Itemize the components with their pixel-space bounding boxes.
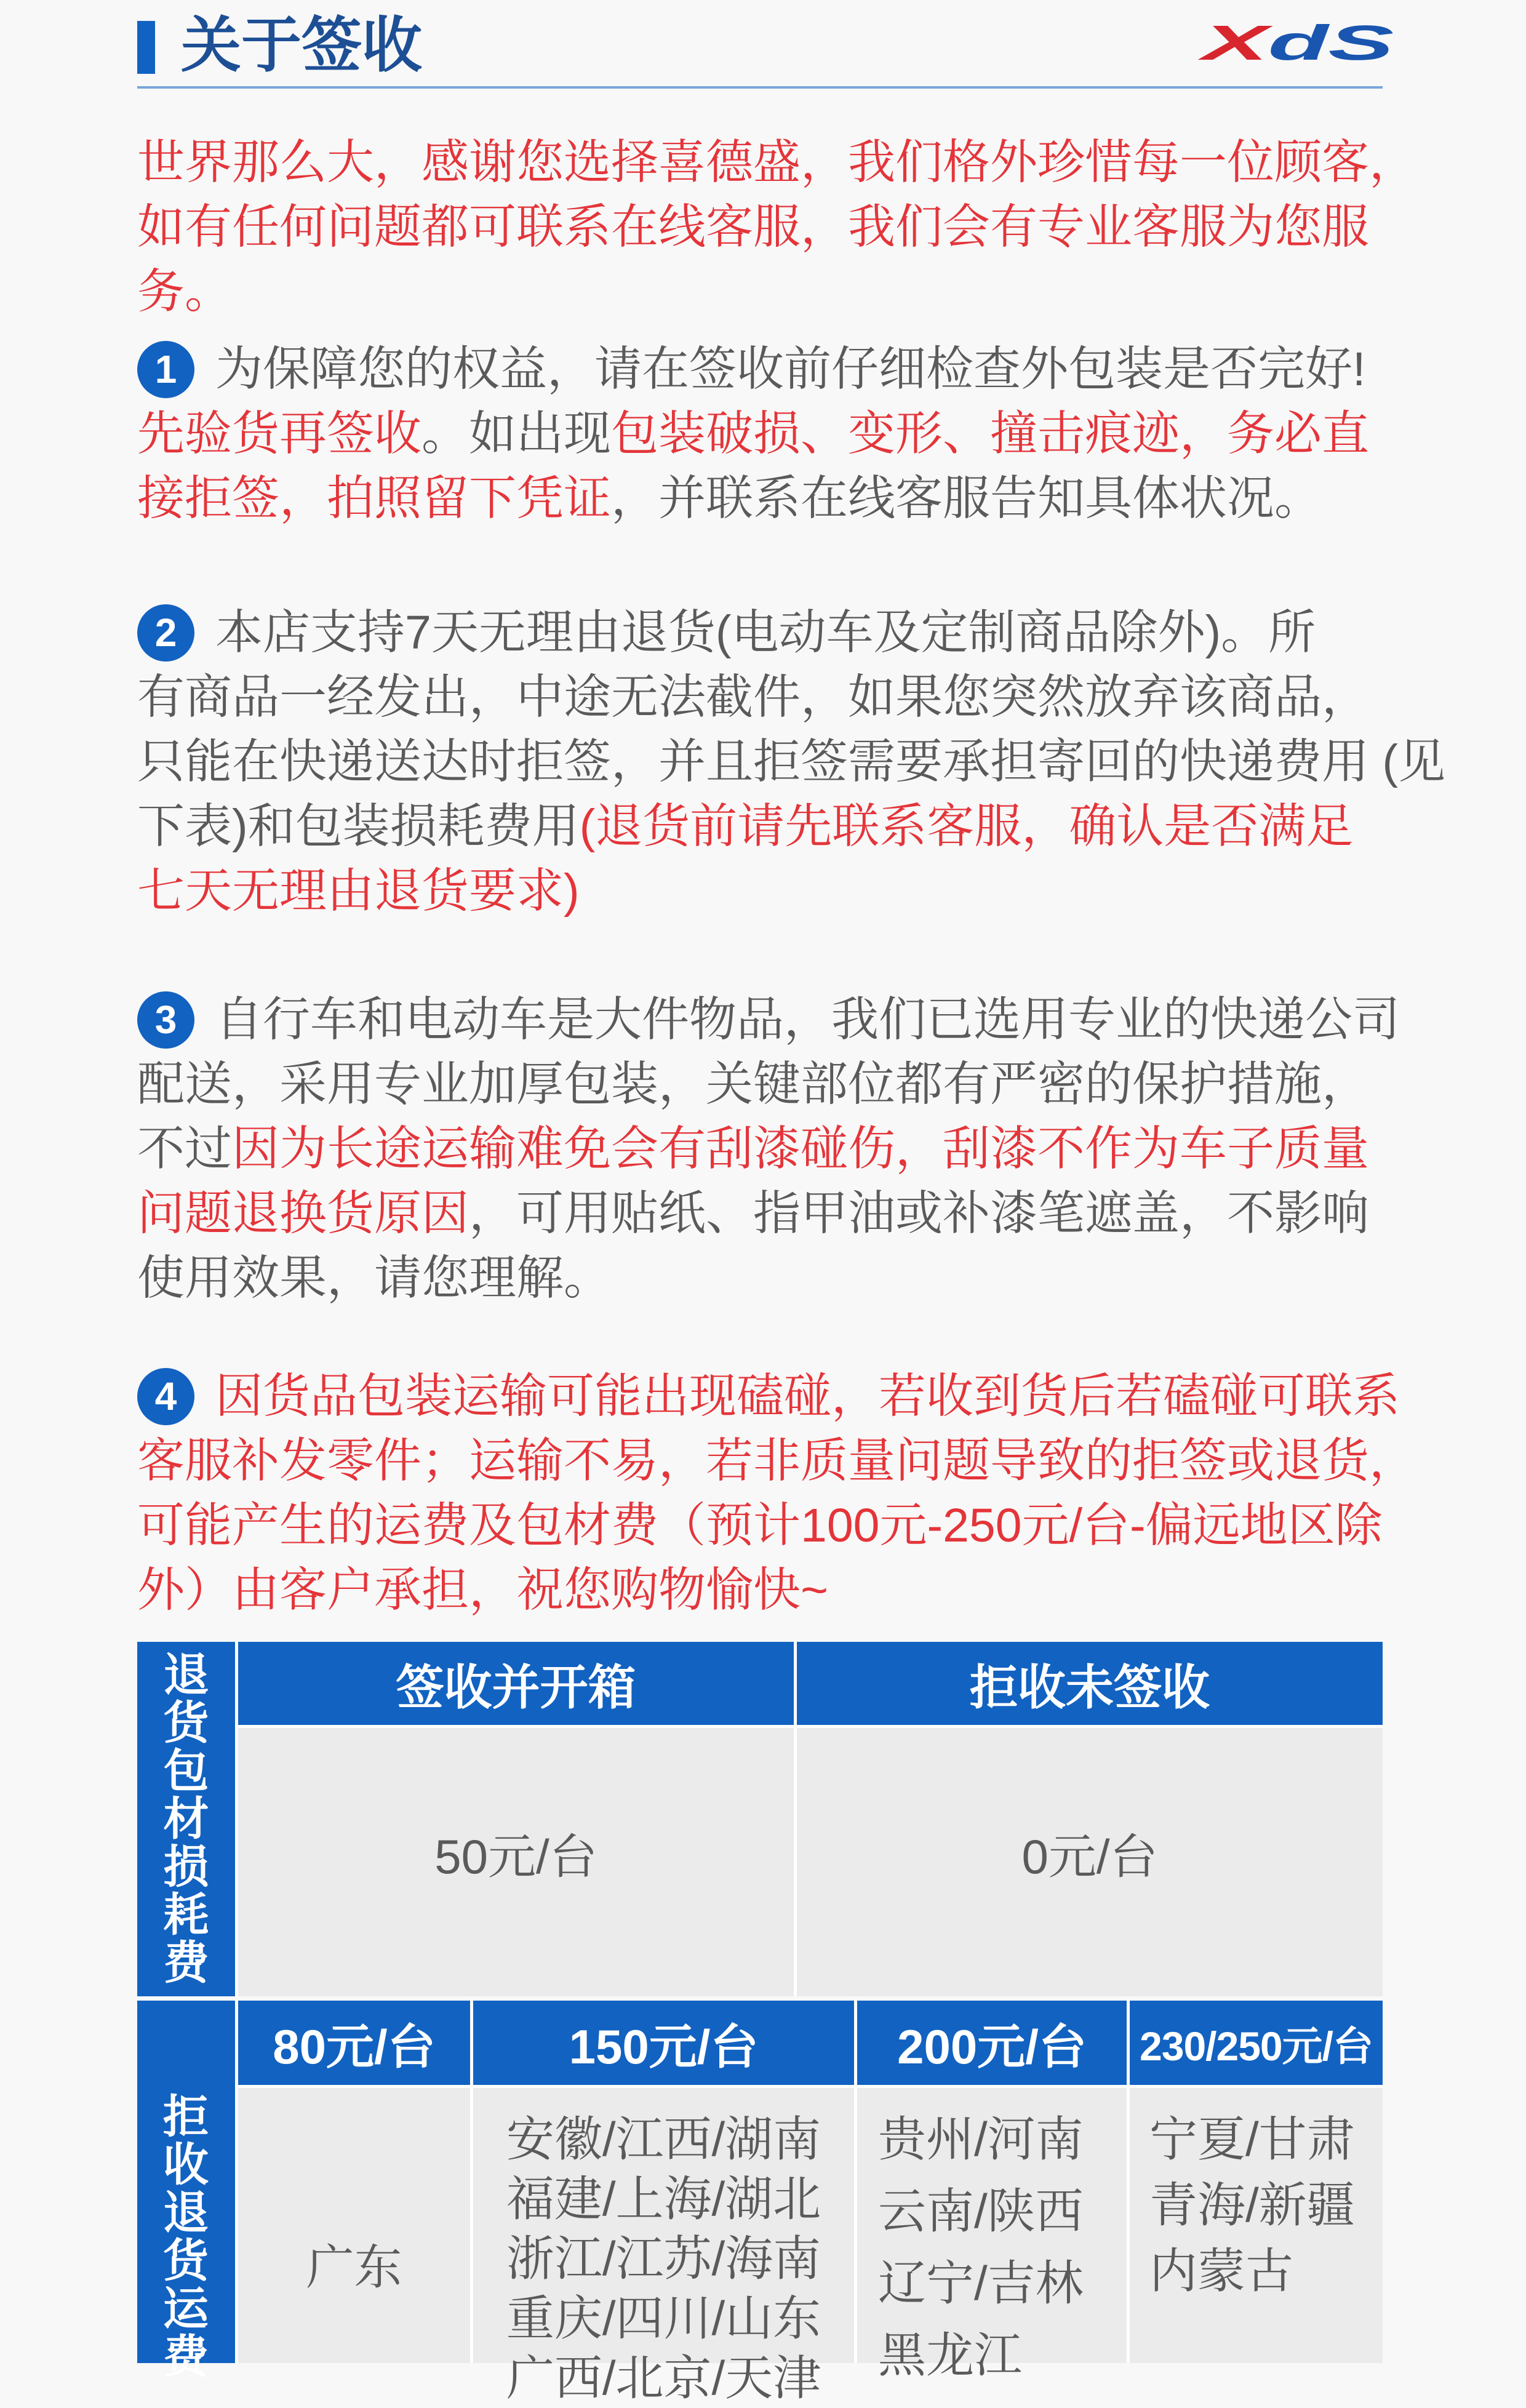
region-cell — [473, 2088, 854, 2405]
intro-text: 如有任何问题都可联系在线客服，我们会有专业客服为您服 — [137, 201, 1369, 254]
notice-text: 可能产生的运费及包材费（预计100元-250元/台-偏远地区除 — [137, 1499, 1383, 1552]
region-list-item: 云南/陕西 — [878, 2184, 1084, 2238]
region-list-item: 贵州/河南 — [878, 2112, 1084, 2166]
notice-line — [137, 1429, 1479, 1494]
region-list-item: 宁夏/甘肃 — [1149, 2112, 1355, 2166]
return-shipping-row-label-cell — [137, 2001, 235, 2382]
return-shipping-table — [137, 2001, 1383, 2405]
notice-item-4 — [137, 1364, 1479, 1623]
notice-text: 先验货再签收 — [137, 407, 421, 460]
region-list-item: 辽宁/吉林 — [878, 2256, 1084, 2310]
notice-item-2 — [137, 601, 1479, 924]
step-number-badge: 2 — [137, 604, 194, 662]
region-list-item: 广西/北京/天津 — [506, 2351, 821, 2405]
region-cell — [238, 2088, 470, 2363]
notice-line — [137, 794, 1479, 859]
return-shipping-row-label: 拒收退货运费 — [163, 2091, 209, 2382]
packaging-fee-table — [137, 1642, 1383, 1996]
intro-line — [137, 260, 1479, 324]
notice-line — [137, 402, 1479, 466]
notice-text: 。如出现 — [421, 407, 611, 460]
notice-line — [137, 1558, 1479, 1623]
intro-line — [137, 130, 1479, 195]
notice-line — [137, 1182, 1479, 1246]
fee-value-signed-opened: 50元/台 — [238, 1728, 794, 1996]
notice-text: 接拒签，拍照留下凭证 — [137, 472, 611, 525]
notice-text: 自行车和电动车是大件物品，我们已选用专业的快递公司 — [215, 993, 1400, 1046]
notice-text: 七天无理由退货要求) — [137, 865, 580, 918]
page-title: 关于签收 — [181, 11, 423, 79]
notice-line — [137, 601, 1479, 665]
step-number-badge: 3 — [137, 991, 194, 1049]
brand-logo — [1202, 15, 1394, 70]
notice-line — [137, 1364, 1479, 1429]
section-title-bar — [137, 21, 155, 74]
intro-text: 世界那么大，感谢您选择喜德盛，我们格外珍惜每一位顾客， — [137, 136, 1416, 189]
notice-text: 因为长途运输难免会有刮漆碰伤，刮漆不作为车子质量 — [232, 1122, 1369, 1175]
notice-text: 不过 — [137, 1122, 232, 1175]
column-header-price: 200元/台 — [857, 2001, 1127, 2085]
logo-mark-red: X — [1202, 15, 1268, 70]
notice-line — [137, 1052, 1479, 1117]
notice-line — [137, 988, 1479, 1052]
region-list-item: 黑龙江 — [878, 2328, 1023, 2382]
region-list-item: 青海/新疆 — [1149, 2178, 1355, 2232]
region-list-item: 浙江/江苏/海南 — [506, 2231, 821, 2286]
notice-line — [137, 466, 1479, 531]
notice-text: 客服补发零件；运输不易，若非质量问题导致的拒签或退货， — [137, 1434, 1416, 1487]
column-header-signed-opened: 签收并开箱 — [238, 1642, 794, 1725]
fee-value-refused-unsigned: 0元/台 — [797, 1728, 1383, 1996]
notice-text: 本店支持7天无理由退货(电动车及定制商品除外)。所 — [215, 606, 1316, 659]
notice-text: 为保障您的权益，请在签收前仔细检查外包装是否完好! — [215, 343, 1366, 396]
notice-text: 包装破损、变形、撞击痕迹，务必直 — [611, 407, 1369, 460]
region-list-item: 广东 — [306, 2240, 402, 2294]
notice-text: 外）由客户承担，祝您购物愉快~ — [137, 1564, 828, 1617]
notice-item-1 — [137, 337, 1479, 531]
notice-line — [137, 730, 1479, 794]
region-list-item: 重庆/四川/山东 — [506, 2291, 821, 2345]
notice-line — [137, 337, 1479, 402]
column-header-price: 80元/台 — [238, 2001, 470, 2085]
notice-line — [137, 1246, 1479, 1311]
region-list-item: 福建/上海/湖北 — [506, 2172, 821, 2226]
notice-line — [137, 859, 1479, 924]
notice-text: ，并联系在线客服告知具体状况。 — [611, 472, 1322, 525]
intro-text: 务。 — [137, 265, 232, 318]
step-number-badge: 1 — [137, 341, 194, 398]
title-underline — [137, 86, 1383, 89]
column-header-price: 150元/台 — [473, 2001, 854, 2085]
notice-text: ，可用贴纸、指甲油或补漆笔遮盖，不影响 — [469, 1187, 1369, 1240]
column-header-refused-unsigned: 拒收未签收 — [797, 1642, 1383, 1725]
step-number-badge: 4 — [137, 1368, 194, 1425]
notice-line — [137, 1494, 1479, 1558]
notice-text: 只能在快递送达时拒签，并且拒签需要承担寄回的快递费用 (见 — [137, 735, 1446, 788]
notice-text: 因货品包装运输可能出现磕碰，若收到货后若磕碰可联系 — [215, 1370, 1400, 1423]
region-cell — [1130, 2088, 1383, 2363]
notice-text: 配送，采用专业加厚包装，关键部位都有严密的保护措施， — [137, 1058, 1369, 1111]
packaging-fee-row-label: 退货包材损耗费 — [163, 1649, 209, 1988]
notice-text: 下表)和包装损耗费用 — [137, 800, 580, 853]
region-list-item: 安徽/江西/湖南 — [506, 2112, 821, 2166]
region-list-item: 内蒙古 — [1149, 2244, 1294, 2298]
logo-mark-blue: dS — [1268, 15, 1394, 70]
notice-text: 问题退换货原因 — [137, 1187, 469, 1240]
region-cell — [857, 2088, 1127, 2382]
notice-item-3 — [137, 988, 1479, 1311]
notice-text: 使用效果，请您理解。 — [137, 1252, 611, 1305]
notice-line — [137, 665, 1479, 730]
notice-line — [137, 1117, 1479, 1182]
intro-paragraph — [137, 130, 1479, 324]
intro-line — [137, 195, 1479, 260]
notice-text: (退货前请先联系客服，确认是否满足 — [579, 800, 1354, 853]
notice-text: 有商品一经发出，中途无法截件，如果您突然放弃该商品， — [137, 671, 1369, 724]
column-header-price: 230/250元/台 — [1130, 2001, 1383, 2085]
packaging-fee-row-label-cell — [137, 1642, 235, 1996]
